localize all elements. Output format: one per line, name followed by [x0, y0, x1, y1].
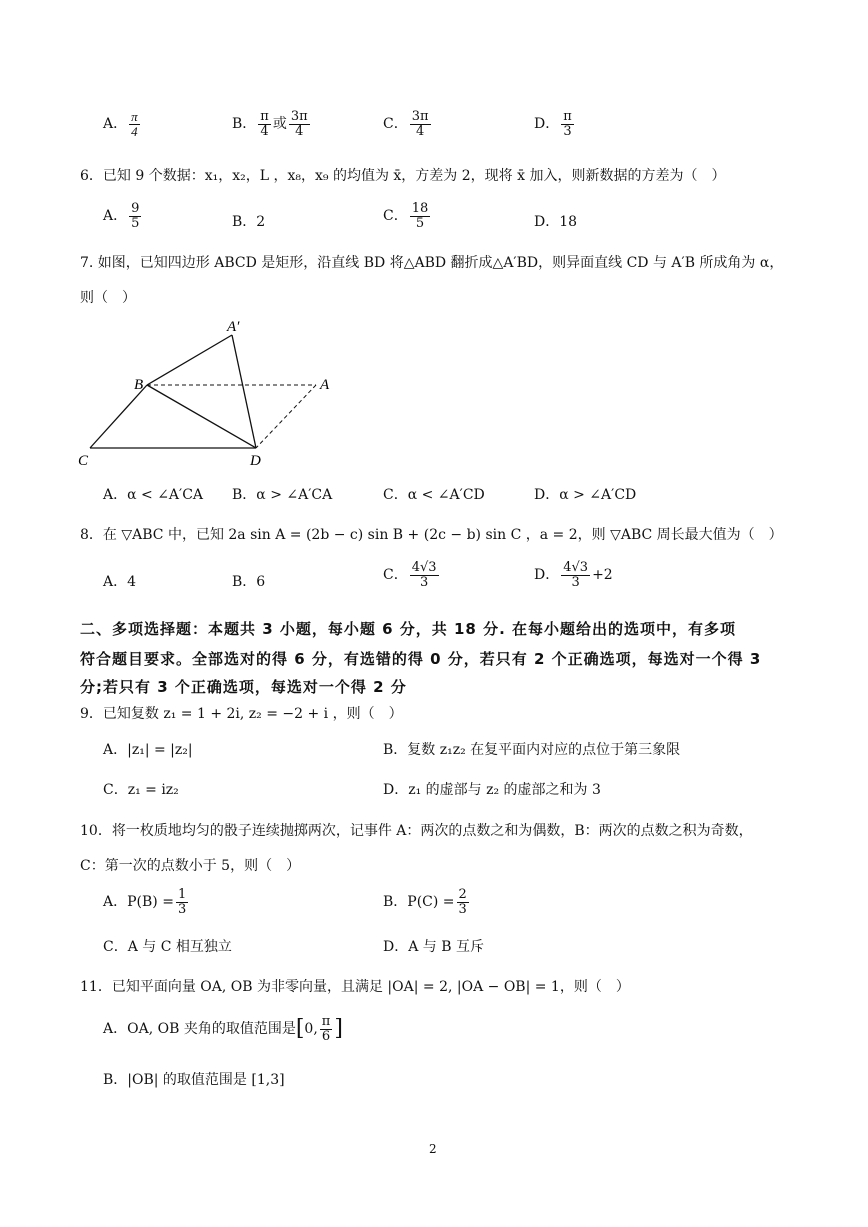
q11-stem: 11．已知平面向量 OA, OB 为非零向量，且满足 |OA| = 2, |OA − OB| = 1，则（ ） [80, 979, 630, 995]
section2-heading-line3: 分;若只有 3 个正确选项，每选对一个得 2 分 [80, 678, 407, 696]
q10-option-d: D．A 与 B 互斥 [383, 939, 484, 955]
q5-option-a: A． $\frac{\pi}{4}$ [103, 109, 138, 139]
q11-option-a: A．OA, OB 夹角的取值范围是[0, $\frac{\pi}{6}$ ] [103, 1014, 343, 1044]
q8-option-c: C． $\frac{4√3}{3}$ [383, 560, 437, 590]
q5-option-b: B． $\frac{\pi}{4}$ 或 $\frac{3\pi}{4}$ [232, 109, 308, 139]
q9-stem: 9．已知复数 z₁ = 1 + 2i, z₂ = −2 + i ，则（ ） [80, 706, 403, 722]
q7-option-c: C．α < ∠A′CD [383, 487, 485, 503]
q9-option-b: B．复数 z₁z₂ 在复平面内对应的点位于第三象限 [383, 742, 681, 758]
q6-option-d: D．18 [534, 214, 578, 230]
q8-stem: 8．在 ▽ABC 中，已知 2a sin A = (2b − c) sin B + (2c − b) sin C ，a = 2，则 ▽ABC 周长最大值为（ ） [80, 527, 783, 543]
q10-stem-line2: C：第一次的点数小于 5，则（ ） [80, 858, 301, 874]
q6-option-a: A． $\frac{9}{5}$ [103, 201, 140, 231]
edge-cb [90, 385, 147, 448]
q9-option-d: D．z₁ 的虚部与 z₂ 的虚部之和为 3 [383, 782, 601, 798]
q7-option-b: B．α > ∠A′CA [232, 487, 333, 503]
label-a-prime: A′ [227, 319, 240, 335]
label-d: D [250, 453, 261, 469]
section2-heading-line2: 符合题目要求。全部选对的得 6 分，有选错的得 0 分，若只有 2 个正确选项，每选对一个得 3 [80, 650, 762, 668]
edge-ba1 [147, 335, 232, 385]
q6-option-c: C． $\frac{18}{5}$ [383, 201, 429, 231]
edge-ad-dashed [256, 385, 316, 448]
label-b: B [134, 377, 144, 393]
edge-a1d [232, 335, 256, 448]
q10-option-b: B．P(C) = $\frac{2}{3}$ [383, 887, 467, 917]
q7-stem-line1: 7. 如图，已知四边形 ABCD 是矩形，沿直线 BD 将△ABD 翻折成△A′BD，则异面直线 CD 与 A′B 所成角为 α， [80, 255, 784, 271]
q5-option-d: D． $\frac{\pi}{3}$ [534, 109, 572, 139]
q5-option-c: C． $\frac{3\pi}{4}$ [383, 109, 429, 139]
q10-option-a: A．P(B) = $\frac{1}{3}$ [103, 887, 187, 917]
q6-stem: 6．已知 9 个数据：x₁，x₂，L ，x₈，x₉ 的均值为 x̄，方差为 2，现将 x̄ 加入，则新数据的方差为（ ） [80, 168, 726, 184]
q6-option-b: B．2 [232, 214, 266, 230]
q8-option-d: D． $\frac{4√3}{3}$ +2 [534, 560, 613, 590]
label-a: A [320, 377, 330, 393]
q7-figure [70, 315, 360, 475]
label-c: C [78, 453, 89, 469]
q7-option-a: A．α < ∠A′CA [103, 487, 204, 503]
page-number: 2 [429, 1142, 437, 1156]
q7-option-d: D．α > ∠A′CD [534, 487, 637, 503]
q9-option-a: A．|z₁| = |z₂| [103, 742, 193, 758]
edge-bd [147, 385, 256, 448]
q11-option-b: B．|OB| 的取值范围是 [1,3] [103, 1072, 285, 1088]
q8-option-a: A．4 [103, 574, 137, 590]
section2-heading-line1: 二、多项选择题：本题共 3 小题，每小题 6 分，共 18 分. 在每小题给出的选项中，有多项 [80, 620, 737, 638]
q10-option-c: C．A 与 C 相互独立 [103, 939, 232, 955]
q8-option-b: B．6 [232, 574, 266, 590]
q9-option-c: C．z₁ = iz₂ [103, 782, 179, 798]
q10-stem-line1: 10．将一枚质地均匀的骰子连续抛掷两次，记事件 A：两次的点数之和为偶数，B：两次的点数之积为奇数， [80, 823, 753, 839]
q7-stem-line2: 则（ ） [80, 290, 136, 306]
